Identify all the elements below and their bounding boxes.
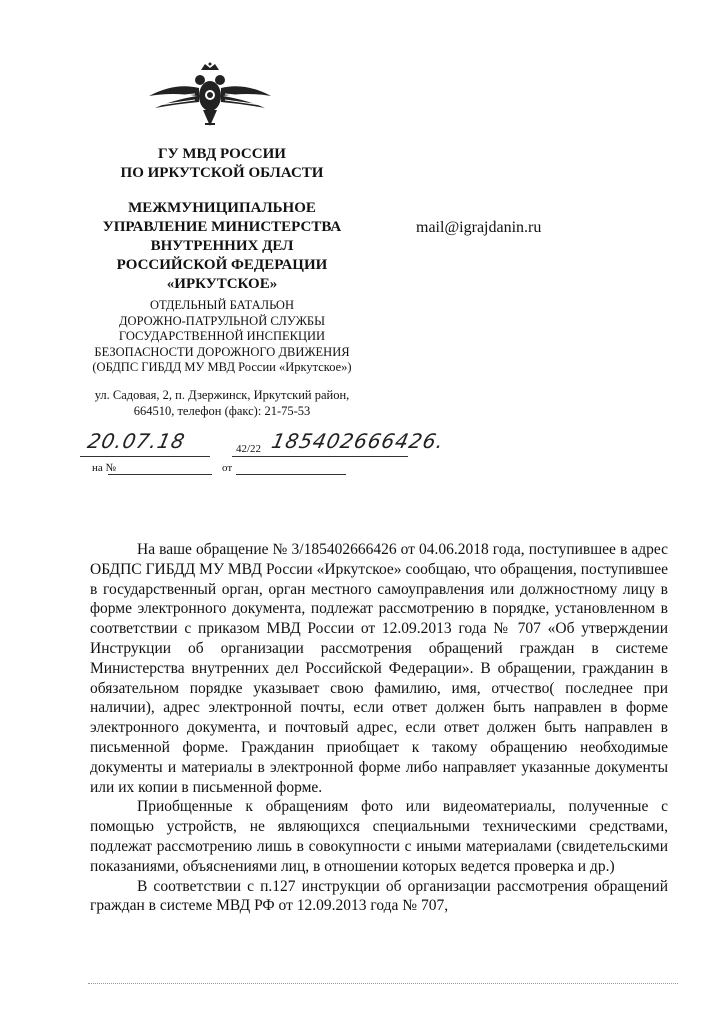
unit-line: (ОБДПС ГИБДД МУ МВД России «Иркутское»)	[92, 360, 352, 374]
letter-body	[90, 540, 668, 916]
paragraph: В соответствии с п.127 инструкции об организации рассмотрения обращений граждан в системе МВД РФ от 12.09.2013 года № 707,	[90, 877, 668, 915]
address-line: 664510, телефон (факс): 21-75-53	[133, 403, 311, 418]
ministry-line: ГУ МВД РОССИИ	[158, 146, 286, 162]
unit-line: ДОРОЖНО-ПАТРУЛЬНОЙ СЛУЖБЫ	[119, 313, 325, 328]
unit-line: ОТДЕЛЬНЫЙ БАТАЛЬОН	[150, 298, 294, 312]
department-line: ВНУТРЕННИХ ДЕЛ	[150, 238, 294, 254]
department-line: МЕЖМУНИЦИПАЛЬНОЕ	[128, 200, 316, 216]
from-label: от	[222, 462, 233, 474]
handwritten-date: 20.07.18	[85, 429, 188, 453]
date-underline	[80, 456, 210, 457]
eagle-emblem-icon	[145, 62, 275, 134]
unit-line: БЕЗОПАСНОСТИ ДОРОЖНОГО ДВИЖЕНИЯ	[94, 344, 350, 359]
on-number-line	[108, 474, 212, 475]
address	[62, 388, 382, 419]
department-line: УПРАВЛЕНИЕ МИНИСТЕРСТВА	[102, 219, 342, 235]
ministry-name	[72, 145, 372, 183]
from-line	[236, 474, 346, 475]
department-line: «ИРКУТСКОЕ»	[166, 276, 278, 292]
department-line: РОССИЙСКОЙ ФЕДЕРАЦИИ	[116, 257, 328, 273]
scan-artifact-line	[88, 983, 678, 984]
unit-line: ГОСУДАРСТВЕННОЙ ИНСПЕКЦИИ	[118, 329, 326, 343]
outgoing-number-prefix: 42/22	[236, 443, 262, 455]
number-underline	[232, 456, 408, 457]
address-line: ул. Садовая, 2, п. Дзержинск, Иркутский район,	[94, 388, 350, 402]
department-name	[72, 199, 372, 294]
unit-name	[62, 298, 382, 376]
paragraph: Приобщенные к обращениям фото или видеоматериалы, полученные с помощью устройств, не являющихся специальными техническими средствами, подлежат рассмотрению лишь в совокупности с иными материалами (свидетельскими показаниями, объяснениями лиц, в отношении которых ведется проверка и др.)	[90, 798, 668, 875]
handwritten-number: 185402666426.	[269, 429, 447, 453]
on-number-label: на №	[92, 462, 117, 474]
recipient-email: mail@igrajdanin.ru	[416, 219, 542, 236]
ministry-line: ПО ИРКУТСКОЙ ОБЛАСТИ	[120, 165, 324, 181]
paragraph: На ваше обращение № 3/185402666426 от 04.06.2018 года, поступившее в адрес ОБДПС ГИБДД МУ МВД России «Иркутское» сообщаю, что обращения, поступившее в государственный орган, орган местного самоуправления или должностному лицу в форме электронного документа, подлежат рассмотрению в порядке, установленном в соответствии с приказом МВД России от 12.09.2013 года № 707 «Об утверждении Инструкции об организации рассмотрения обращений граждан в системе Министерства внутренних дел Российской Федерации». В обращении, гражданин в обязательном порядке указывает свою фамилию, имя, отчество( последнее при наличии), адрес электронной почты, если ответ должен быть направлен в форме электронного документа, и почтовый адрес, если ответ должен быть направлен в письменной форме. Гражданин приобщает к такому обращению необходимые документы и материалы в электронной форме либо направляет указанные документы или их копии в письменной форме.	[90, 541, 668, 796]
